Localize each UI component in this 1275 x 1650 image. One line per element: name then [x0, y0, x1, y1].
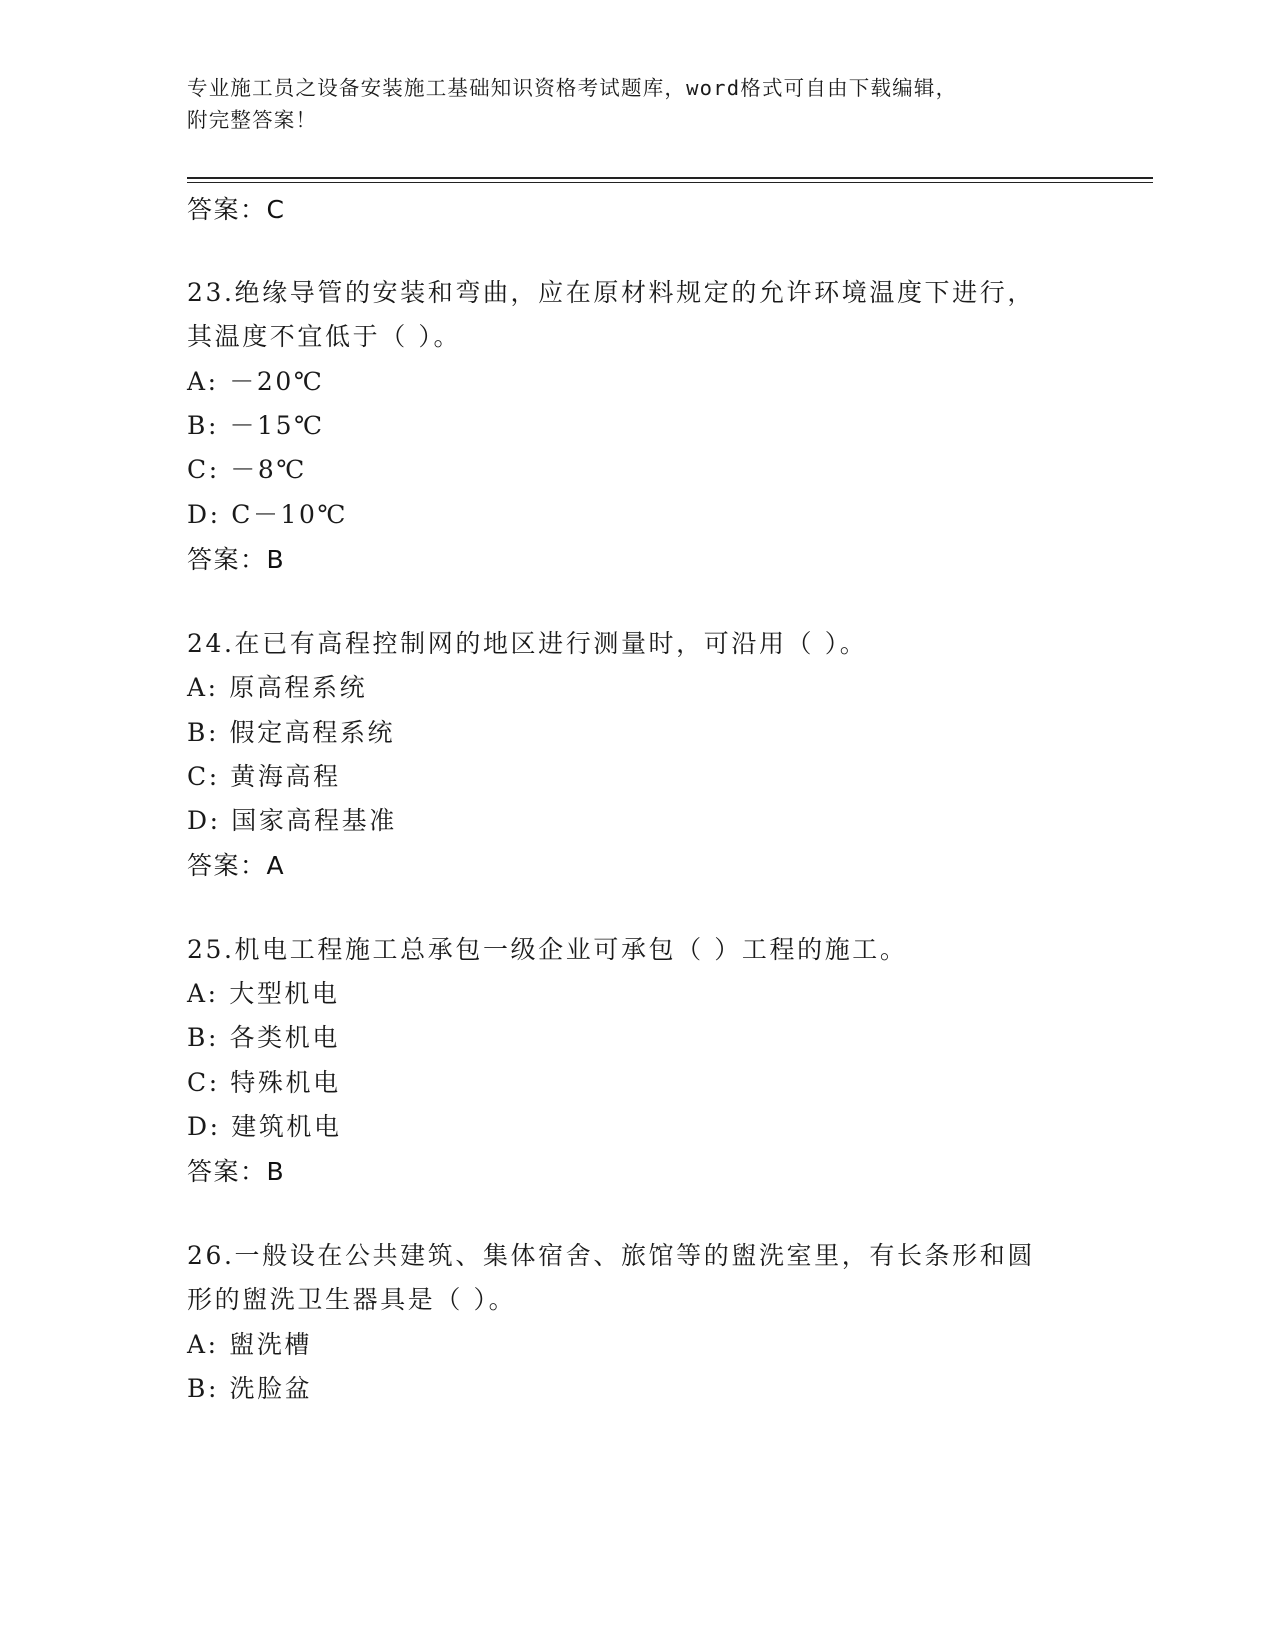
question-26-option-b: B: 洗脸盆: [187, 1374, 313, 1403]
answer-line-prev: 答案：C: [187, 195, 286, 224]
question-24-answer: 答案：A: [187, 851, 286, 880]
question-25-option-c: C: 特殊机电: [187, 1068, 341, 1097]
question-24-option-b: B: 假定高程系统: [187, 718, 396, 747]
question-24-option-c: C: 黄海高程: [187, 762, 341, 791]
header-divider-thick: [187, 177, 1153, 179]
document-header: [187, 72, 1087, 136]
question-23-option-c: C: －8℃: [187, 455, 307, 484]
question-25-option-b: B: 各类机电: [187, 1023, 340, 1052]
question-23-option-a: A: －20℃: [187, 367, 325, 396]
question-23-option-b: B: －15℃: [187, 411, 325, 440]
question-25-stem-line-1: 25.机电工程施工总承包一级企业可承包（ ）工程的施工。: [187, 935, 908, 964]
header-divider-thin: [187, 182, 1153, 183]
header-line-1: 专业施工员之设备安装施工基础知识资格考试题库，word格式可自由下载编辑，: [187, 76, 958, 100]
question-26-stem-line-2: 形的盥洗卫生器具是（ ）。: [187, 1285, 517, 1314]
question-23-option-d: D: C－10℃: [187, 500, 349, 529]
question-24-option-a: A: 原高程系统: [187, 673, 368, 702]
question-25-option-d: D: 建筑机电: [187, 1112, 342, 1141]
question-23-answer: 答案：B: [187, 545, 286, 574]
header-line-2: 附完整答案！: [187, 108, 318, 132]
question-25-answer: 答案：B: [187, 1157, 286, 1186]
question-26-stem-line-1: 26.一般设在公共建筑、集体宿舍、旅馆等的盥洗室里，有长条形和圆: [187, 1241, 1035, 1270]
question-24-stem-line-1: 24.在已有高程控制网的地区进行测量时，可沿用（ ）。: [187, 629, 868, 658]
question-23-stem-line-1: 23.绝缘导管的安装和弯曲，应在原材料规定的允许环境温度下进行，: [187, 278, 1035, 307]
question-23-stem-line-2: 其温度不宜低于（ ）。: [187, 322, 462, 351]
question-25-option-a: A: 大型机电: [187, 979, 340, 1008]
question-24-option-d: D: 国家高程基准: [187, 806, 397, 835]
question-26-option-a: A: 盥洗槽: [187, 1330, 313, 1359]
